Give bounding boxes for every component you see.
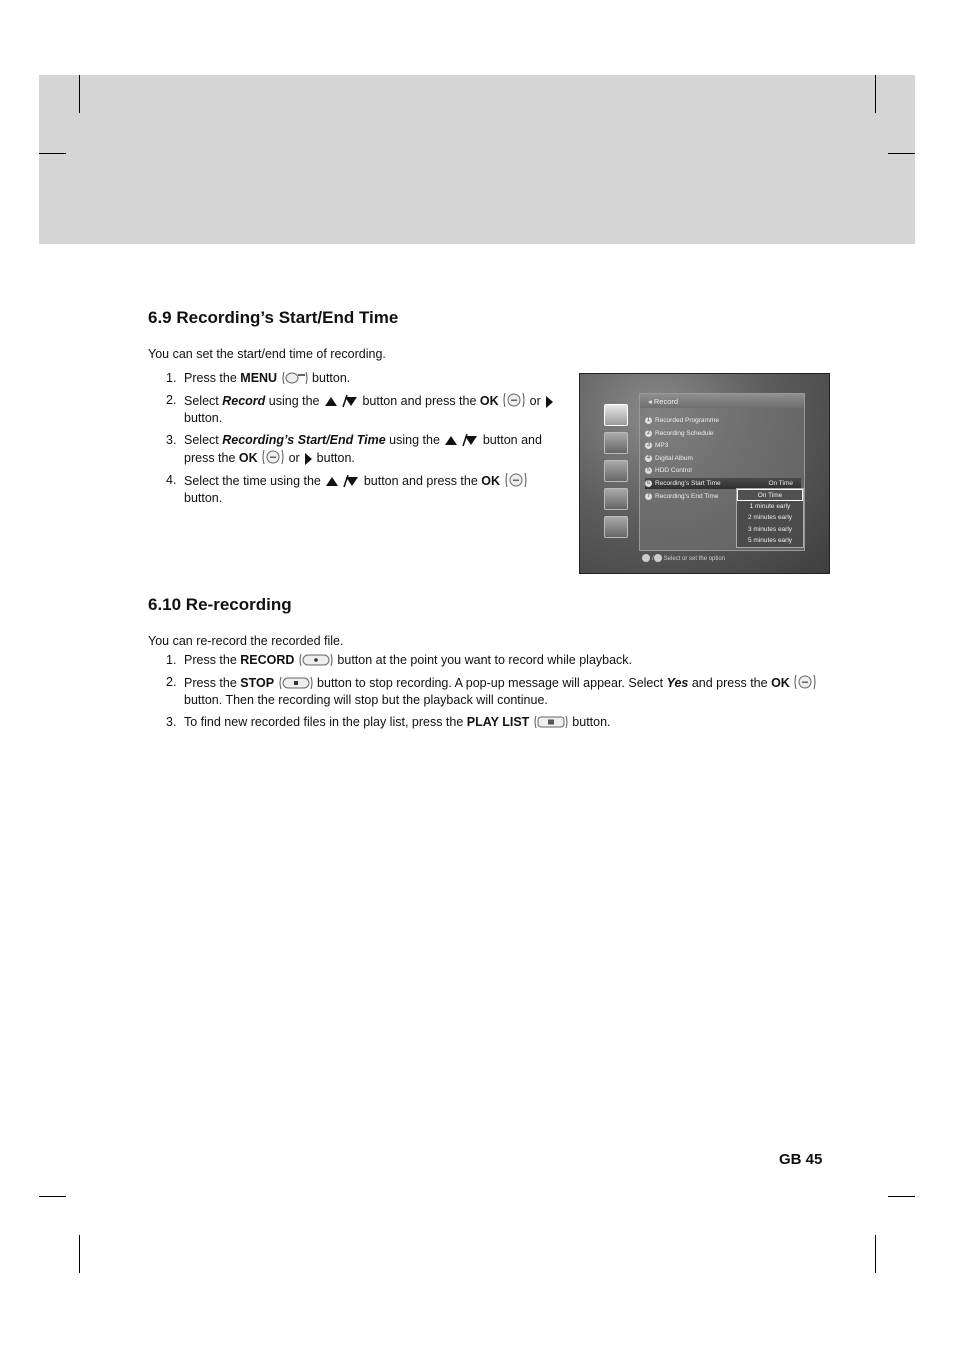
section-intro: You can re-record the recorded file. xyxy=(148,634,344,648)
tv-hint-bar: / Select or set the option xyxy=(642,554,725,562)
tv-menu-item[interactable]: 3 MP3 xyxy=(645,440,801,451)
tv-menu-item[interactable]: 1 Recorded Programme xyxy=(645,415,801,426)
ok-button-icon xyxy=(794,674,816,690)
tv-option-dropdown xyxy=(736,488,804,548)
crop-mark xyxy=(79,75,80,113)
tv-option[interactable]: 1 minute early xyxy=(749,502,791,510)
page-number: GB 45 xyxy=(779,1151,823,1168)
installation-icon xyxy=(604,460,628,482)
tv-menu-title: Record xyxy=(653,397,679,406)
settings-icon xyxy=(604,488,628,510)
section-intro: You can set the start/end time of recording. xyxy=(148,347,386,361)
ok-button-icon xyxy=(505,472,527,488)
step-item: 3. Select Recording’s Start/End Time using the button and press the OK or button. xyxy=(166,433,542,465)
record-button-icon xyxy=(299,653,333,667)
tv-menu-item[interactable]: 4 Digital Album xyxy=(645,453,801,464)
tv-option[interactable]: 3 minutes early xyxy=(747,525,793,533)
tv-option[interactable]: 2 minutes early xyxy=(747,514,793,521)
step-item: 4. Select the time using the button and press the OK button. xyxy=(166,472,566,507)
play-list-button-icon xyxy=(534,715,568,729)
crop-mark xyxy=(39,153,66,154)
left-arrow-icon: ◂ xyxy=(648,397,654,406)
crop-mark xyxy=(79,1235,80,1273)
crop-mark xyxy=(875,75,876,113)
menu-button-icon xyxy=(282,371,308,385)
crop-mark xyxy=(875,1235,876,1273)
steps-list xyxy=(166,652,836,736)
tv-menu-item[interactable]: 7 Recording’s End Time xyxy=(645,491,801,502)
ok-button-icon xyxy=(503,392,525,408)
step-item: 3. To find new recorded files in the play list, press the PLAY LIST button. xyxy=(166,715,611,729)
right-arrow-icon xyxy=(304,453,312,465)
step-item: 2. Select Record using the button and press the OK or button. xyxy=(166,392,566,427)
header-band xyxy=(39,75,915,244)
step-item: 1. Press the RECORD button at the point you want to record while playback. xyxy=(166,653,633,667)
search-icon xyxy=(604,516,628,538)
stop-button-icon xyxy=(279,676,313,690)
tv-menu-item[interactable]: 5 HDD Control xyxy=(645,465,801,476)
crop-mark xyxy=(888,153,915,154)
record-icon xyxy=(604,404,628,426)
tv-menu-screenshot xyxy=(579,373,830,574)
steps-list xyxy=(166,370,566,512)
tv-menu-icon xyxy=(604,432,628,454)
up-down-arrow-icon xyxy=(324,394,358,408)
section-heading: 6.10 Re-recording xyxy=(148,595,292,614)
tv-option[interactable]: 5 minutes early xyxy=(747,537,793,544)
right-key-icon xyxy=(654,554,662,562)
ok-button-icon xyxy=(262,449,284,465)
tv-icon-column xyxy=(604,404,632,544)
section-heading: 6.9 Recording’s Start/End Time xyxy=(148,308,399,327)
ok-key-icon xyxy=(642,554,650,562)
step-item: 2. Press the STOP button to stop recording. A pop-up message will appear. Select Yes and press the OK button. Then the recording will stop but the playback will continue. xyxy=(166,674,836,709)
up-down-arrow-icon xyxy=(325,474,359,488)
tv-menu-item[interactable]: 2 Recording Schedule xyxy=(645,428,801,439)
step-item: 1. Press the MENU button. xyxy=(166,371,351,385)
up-down-arrow-icon xyxy=(444,433,478,447)
tv-option[interactable]: On Time xyxy=(737,489,803,501)
right-arrow-icon xyxy=(545,396,553,408)
crop-mark xyxy=(39,1196,66,1197)
crop-mark xyxy=(888,1196,915,1197)
tv-menu-item-selected[interactable]: 6 Recording’s Start Time On Time xyxy=(645,478,801,489)
